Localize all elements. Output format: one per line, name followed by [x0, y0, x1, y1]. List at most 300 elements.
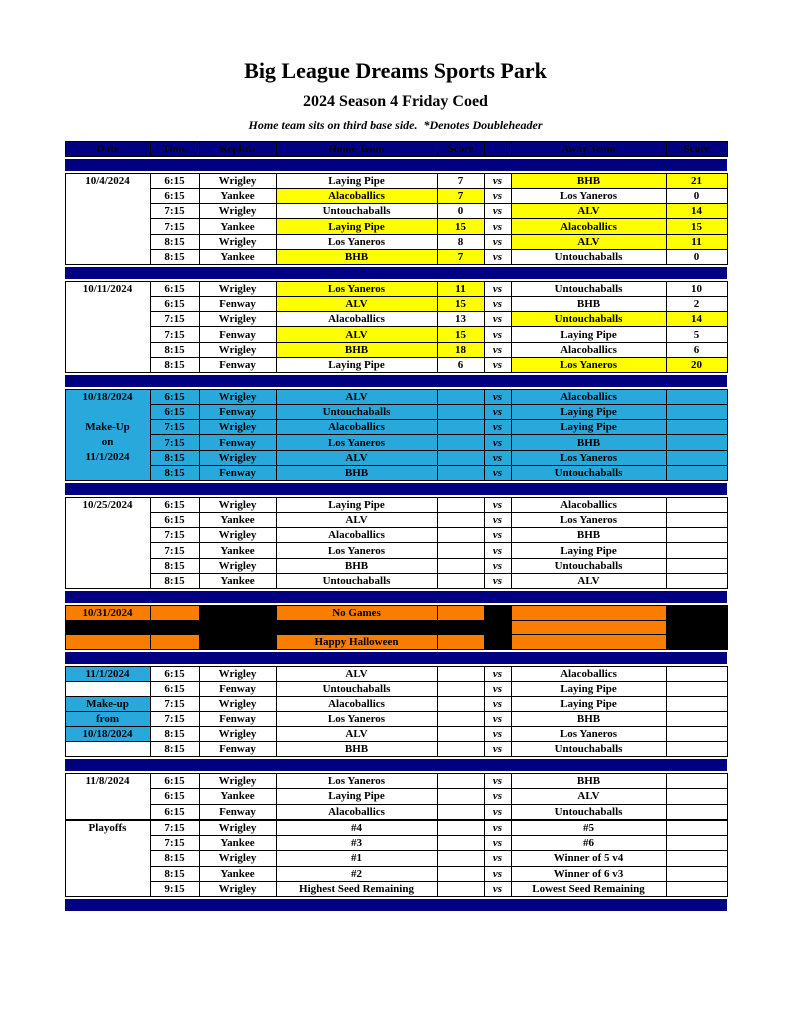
time-cell: 6:15 — [150, 513, 199, 528]
game-row — [65, 312, 727, 327]
time-cell: 7:15 — [150, 204, 199, 219]
home-cell: Los Yaneros — [276, 282, 437, 297]
replica-cell: Fenway — [199, 297, 276, 312]
home-score-cell: 15 — [437, 297, 484, 312]
home-score-cell: 0 — [437, 204, 484, 219]
time-cell: 6:15 — [150, 804, 199, 819]
away-cell: BHB — [511, 528, 666, 543]
away-cell: Laying Pipe — [511, 420, 666, 435]
away-cell: ALV — [511, 789, 666, 804]
time-cell: 6:15 — [150, 774, 199, 789]
time-cell: 6:15 — [150, 667, 199, 682]
away-score-cell: 21 — [666, 174, 727, 189]
away-score-cell — [666, 774, 727, 789]
away-score-cell: 5 — [666, 327, 727, 342]
home-score-cell: 15 — [437, 219, 484, 234]
replica-cell: Yankee — [199, 543, 276, 558]
schedule-header — [65, 141, 728, 157]
game-row — [65, 821, 727, 836]
date-line: Make-Up — [85, 421, 130, 433]
date-cell — [65, 682, 150, 697]
vs-label: vs — [484, 435, 511, 450]
replica-cell: Wrigley — [199, 390, 276, 405]
game-row — [65, 450, 727, 465]
away-cell: BHB — [511, 774, 666, 789]
section-week-11-01-2024-makeup — [65, 666, 728, 757]
game-row — [65, 420, 727, 435]
time-cell: 8:15 — [150, 866, 199, 881]
column-header-vs — [484, 142, 511, 157]
game-row — [65, 727, 727, 742]
time-cell: 7:15 — [150, 712, 199, 727]
vs-label: vs — [484, 219, 511, 234]
vs-label: vs — [484, 528, 511, 543]
replica-cell — [199, 621, 276, 635]
away-cell: Laying Pipe — [511, 327, 666, 342]
vs-label: vs — [484, 667, 511, 682]
home-score-cell — [437, 881, 484, 896]
date-cell: from — [65, 712, 150, 727]
date-line — [66, 866, 150, 881]
time-cell: 8:15 — [150, 851, 199, 866]
away-score-cell — [666, 621, 727, 635]
page-title: Big League Dreams Sports Park — [244, 58, 547, 83]
game-row — [65, 635, 727, 650]
game-row — [65, 219, 727, 234]
time-cell — [150, 635, 199, 650]
game-row — [65, 204, 727, 219]
home-cell: Highest Seed Remaining — [276, 881, 437, 896]
column-header-away-score: Score — [666, 142, 727, 157]
date-line — [66, 804, 150, 819]
game-row — [65, 342, 727, 357]
time-cell: 6:15 — [150, 498, 199, 513]
home-cell: #1 — [276, 851, 437, 866]
replica-cell: Wrigley — [199, 204, 276, 219]
game-row — [65, 682, 727, 697]
home-score-cell — [437, 851, 484, 866]
home-score-cell — [437, 804, 484, 819]
section-week-10-25-2024 — [65, 497, 728, 589]
vs-label: vs — [484, 851, 511, 866]
home-score-cell — [437, 450, 484, 465]
game-row — [65, 851, 727, 866]
section-separator — [65, 591, 727, 603]
date-cell — [65, 282, 150, 373]
away-score-cell — [666, 513, 727, 528]
home-score-cell — [437, 405, 484, 420]
away-score-cell — [666, 543, 727, 558]
replica-cell: Fenway — [199, 712, 276, 727]
home-cell: ALV — [276, 513, 437, 528]
away-score-cell: 2 — [666, 297, 727, 312]
game-row — [65, 282, 727, 297]
vs-label: vs — [484, 234, 511, 249]
home-score-cell — [437, 866, 484, 881]
home-score-cell — [437, 390, 484, 405]
home-score-cell — [437, 606, 484, 621]
away-score-cell — [666, 851, 727, 866]
away-score-cell: 14 — [666, 312, 727, 327]
schedule-table — [65, 141, 727, 911]
date-line — [66, 204, 150, 219]
game-row — [65, 405, 727, 420]
date-line — [66, 851, 150, 866]
game-row — [65, 836, 727, 851]
time-cell: 7:15 — [150, 219, 199, 234]
home-cell: ALV — [276, 327, 437, 342]
section-halloween-10-31-2024 — [65, 605, 728, 650]
replica-cell: Wrigley — [199, 558, 276, 573]
home-score-cell — [437, 821, 484, 836]
vs-label: vs — [484, 804, 511, 819]
replica-cell: Yankee — [199, 789, 276, 804]
replica-cell: Yankee — [199, 219, 276, 234]
away-score-cell — [666, 450, 727, 465]
away-cell: BHB — [511, 435, 666, 450]
away-cell: Winner of 5 v4 — [511, 851, 666, 866]
time-cell: 8:15 — [150, 342, 199, 357]
section-separator — [65, 159, 727, 171]
section-separator — [65, 759, 727, 771]
vs-label: vs — [484, 573, 511, 588]
away-cell: Los Yaneros — [511, 189, 666, 204]
away-score-cell — [666, 881, 727, 896]
game-row — [65, 528, 727, 543]
time-cell: 6:15 — [150, 189, 199, 204]
game-row — [65, 435, 727, 450]
home-score-cell — [437, 573, 484, 588]
replica-cell: Wrigley — [199, 851, 276, 866]
replica-cell: Fenway — [199, 742, 276, 757]
vs-label: vs — [484, 513, 511, 528]
replica-cell: Wrigley — [199, 667, 276, 682]
home-cell: Alacoballics — [276, 420, 437, 435]
time-cell: 8:15 — [150, 558, 199, 573]
replica-cell: Wrigley — [199, 528, 276, 543]
away-score-cell — [666, 682, 727, 697]
away-cell: Alacoballics — [511, 342, 666, 357]
time-cell: 7:15 — [150, 528, 199, 543]
vs-label — [484, 635, 511, 650]
vs-label: vs — [484, 727, 511, 742]
date-line — [66, 405, 150, 420]
away-score-cell — [666, 804, 727, 819]
away-cell: Untouchaballs — [511, 558, 666, 573]
time-cell: 7:15 — [150, 312, 199, 327]
away-cell — [511, 621, 666, 635]
vs-label: vs — [484, 682, 511, 697]
away-score-cell — [666, 742, 727, 757]
section-separator — [65, 652, 727, 664]
away-cell: ALV — [511, 204, 666, 219]
section-week-11-08-2024 — [65, 773, 728, 820]
time-cell: 6:15 — [150, 297, 199, 312]
date-cell: 10/31/2024 — [65, 606, 150, 621]
home-cell: Untouchaballs — [276, 405, 437, 420]
vs-label: vs — [484, 249, 511, 264]
home-score-cell: 7 — [437, 174, 484, 189]
date-line — [66, 528, 150, 543]
time-cell: 8:15 — [150, 450, 199, 465]
game-row — [65, 357, 727, 372]
column-header-replica: Replica — [199, 142, 276, 157]
date-line — [66, 836, 150, 851]
time-cell: 8:15 — [150, 742, 199, 757]
home-score-cell: 7 — [437, 249, 484, 264]
column-header-date: Date — [65, 142, 150, 157]
time-cell: 8:15 — [150, 249, 199, 264]
vs-label: vs — [484, 866, 511, 881]
home-score-cell — [437, 465, 484, 480]
home-score-cell — [437, 742, 484, 757]
away-cell: Los Yaneros — [511, 450, 666, 465]
away-cell: Untouchaballs — [511, 465, 666, 480]
home-score-cell — [437, 543, 484, 558]
home-score-cell: 15 — [437, 327, 484, 342]
away-score-cell — [666, 405, 727, 420]
game-row — [65, 789, 727, 804]
home-cell: Laying Pipe — [276, 219, 437, 234]
home-cell: #2 — [276, 866, 437, 881]
game-row — [65, 606, 727, 621]
vs-label: vs — [484, 357, 511, 372]
game-row — [65, 297, 727, 312]
away-score-cell: 11 — [666, 234, 727, 249]
home-score-cell — [437, 667, 484, 682]
date-line — [66, 465, 150, 480]
home-score-cell — [437, 635, 484, 650]
date-line — [66, 357, 150, 372]
replica-cell: Fenway — [199, 435, 276, 450]
home-score-cell — [437, 420, 484, 435]
game-row — [65, 742, 727, 757]
replica-cell: Yankee — [199, 189, 276, 204]
away-cell: Laying Pipe — [511, 697, 666, 712]
date-line — [66, 342, 150, 357]
date-cell — [65, 621, 150, 635]
vs-label: vs — [484, 405, 511, 420]
date-cell — [65, 498, 150, 589]
home-cell: Los Yaneros — [276, 234, 437, 249]
vs-label: vs — [484, 342, 511, 357]
away-score-cell: 0 — [666, 249, 727, 264]
away-score-cell: 15 — [666, 219, 727, 234]
vs-label: vs — [484, 312, 511, 327]
replica-cell: Wrigley — [199, 774, 276, 789]
replica-cell: Fenway — [199, 804, 276, 819]
date-line: 10/18/2024 — [82, 391, 133, 403]
date-cell — [65, 174, 150, 265]
away-cell: Lowest Seed Remaining — [511, 881, 666, 896]
vs-label: vs — [484, 774, 511, 789]
vs-label: vs — [484, 390, 511, 405]
column-header-home: Home Team — [276, 142, 437, 157]
game-row — [65, 712, 727, 727]
game-row — [65, 174, 727, 189]
replica-cell: Yankee — [199, 573, 276, 588]
vs-label: vs — [484, 174, 511, 189]
game-row — [65, 881, 727, 896]
vs-label: vs — [484, 498, 511, 513]
replica-cell: Yankee — [199, 249, 276, 264]
away-cell — [511, 606, 666, 621]
date-line: 10/11/2024 — [82, 283, 133, 295]
away-score-cell: 20 — [666, 357, 727, 372]
home-cell: Laying Pipe — [276, 174, 437, 189]
date-cell — [65, 821, 150, 897]
vs-label: vs — [484, 282, 511, 297]
time-cell: 8:15 — [150, 357, 199, 372]
date-cell — [65, 390, 150, 481]
time-cell: 7:15 — [150, 327, 199, 342]
home-cell: BHB — [276, 249, 437, 264]
replica-cell: Fenway — [199, 465, 276, 480]
time-cell: 7:15 — [150, 697, 199, 712]
time-cell: 7:15 — [150, 420, 199, 435]
away-cell: Laying Pipe — [511, 682, 666, 697]
home-cell: BHB — [276, 742, 437, 757]
replica-cell: Wrigley — [199, 821, 276, 836]
date-line — [66, 558, 150, 573]
replica-cell: Wrigley — [199, 342, 276, 357]
home-score-cell — [437, 435, 484, 450]
away-cell: Los Yaneros — [511, 727, 666, 742]
date-line: 11/1/2024 — [85, 451, 130, 463]
away-cell: #6 — [511, 836, 666, 851]
away-score-cell — [666, 498, 727, 513]
away-score-cell: 0 — [666, 189, 727, 204]
game-row — [65, 465, 727, 480]
away-score-cell — [666, 435, 727, 450]
away-cell: Untouchaballs — [511, 282, 666, 297]
date-line — [66, 249, 150, 264]
home-cell: #3 — [276, 836, 437, 851]
home-cell: Laying Pipe — [276, 357, 437, 372]
away-cell: ALV — [511, 573, 666, 588]
time-cell — [150, 606, 199, 621]
away-cell: Alacoballics — [511, 390, 666, 405]
away-score-cell — [666, 606, 727, 621]
date-cell: 11/1/2024 — [65, 667, 150, 682]
home-score-cell: 7 — [437, 189, 484, 204]
home-cell: Los Yaneros — [276, 774, 437, 789]
date-cell: Make-up — [65, 697, 150, 712]
column-header-away: Away Team — [511, 142, 666, 157]
home-cell: Untouchaballs — [276, 573, 437, 588]
home-cell: Alacoballics — [276, 697, 437, 712]
replica-cell: Wrigley — [199, 498, 276, 513]
away-cell: Laying Pipe — [511, 543, 666, 558]
away-score-cell — [666, 712, 727, 727]
replica-cell: Yankee — [199, 513, 276, 528]
away-cell — [511, 635, 666, 650]
section-week-10-11-2024 — [65, 281, 728, 373]
date-line — [66, 219, 150, 234]
home-cell: Laying Pipe — [276, 498, 437, 513]
vs-label: vs — [484, 558, 511, 573]
game-row — [65, 189, 727, 204]
home-score-cell — [437, 558, 484, 573]
away-cell: Untouchaballs — [511, 249, 666, 264]
date-line — [66, 881, 150, 896]
time-cell: 6:15 — [150, 682, 199, 697]
home-score-cell — [437, 727, 484, 742]
time-cell: 6:15 — [150, 174, 199, 189]
vs-label: vs — [484, 789, 511, 804]
home-cell: No Games — [276, 606, 437, 621]
vs-label — [484, 606, 511, 621]
game-row — [65, 498, 727, 513]
replica-cell: Wrigley — [199, 727, 276, 742]
replica-cell: Wrigley — [199, 282, 276, 297]
game-row — [65, 234, 727, 249]
section-week-10-18-2024-makeup — [65, 389, 728, 481]
time-cell: 8:15 — [150, 465, 199, 480]
date-line — [66, 312, 150, 327]
away-cell: ALV — [511, 234, 666, 249]
game-row — [65, 327, 727, 342]
vs-label: vs — [484, 742, 511, 757]
page-subtitle: 2024 Season 4 Friday Coed — [303, 93, 488, 110]
game-row — [65, 866, 727, 881]
home-cell: Happy Halloween — [276, 635, 437, 650]
away-cell: Alacoballics — [511, 219, 666, 234]
game-row — [65, 543, 727, 558]
game-row — [65, 513, 727, 528]
page-note: Home team sits on third base side. *Denotes Doubleheader — [248, 118, 543, 132]
away-cell: Untouchaballs — [511, 742, 666, 757]
home-cell: BHB — [276, 558, 437, 573]
section-separator — [65, 267, 727, 279]
game-row — [65, 249, 727, 264]
home-cell: ALV — [276, 450, 437, 465]
date-line: Playoffs — [88, 822, 127, 834]
home-cell: Untouchaballs — [276, 682, 437, 697]
away-score-cell — [666, 667, 727, 682]
home-score-cell — [437, 513, 484, 528]
time-cell: 7:15 — [150, 821, 199, 836]
home-score-cell — [437, 528, 484, 543]
home-score-cell — [437, 774, 484, 789]
replica-cell: Wrigley — [199, 312, 276, 327]
away-cell: BHB — [511, 712, 666, 727]
time-cell: 9:15 — [150, 881, 199, 896]
date-line — [66, 543, 150, 558]
away-score-cell — [666, 836, 727, 851]
time-cell: 6:15 — [150, 390, 199, 405]
date-cell: 10/18/2024 — [65, 727, 150, 742]
vs-label: vs — [484, 697, 511, 712]
column-header-time: Time — [150, 142, 199, 157]
away-score-cell: 10 — [666, 282, 727, 297]
home-cell: Alacoballics — [276, 528, 437, 543]
away-score-cell — [666, 558, 727, 573]
replica-cell: Fenway — [199, 682, 276, 697]
away-score-cell: 6 — [666, 342, 727, 357]
home-cell: #4 — [276, 821, 437, 836]
date-line: 10/25/2024 — [82, 499, 133, 511]
time-cell: 7:15 — [150, 435, 199, 450]
time-cell: 6:15 — [150, 282, 199, 297]
date-cell — [65, 774, 150, 820]
column-header-home-score: Score — [437, 142, 484, 157]
date-cell — [65, 635, 150, 650]
date-line: 11/8/2024 — [85, 775, 130, 787]
home-cell: ALV — [276, 667, 437, 682]
game-row — [65, 697, 727, 712]
section-separator — [65, 899, 727, 911]
